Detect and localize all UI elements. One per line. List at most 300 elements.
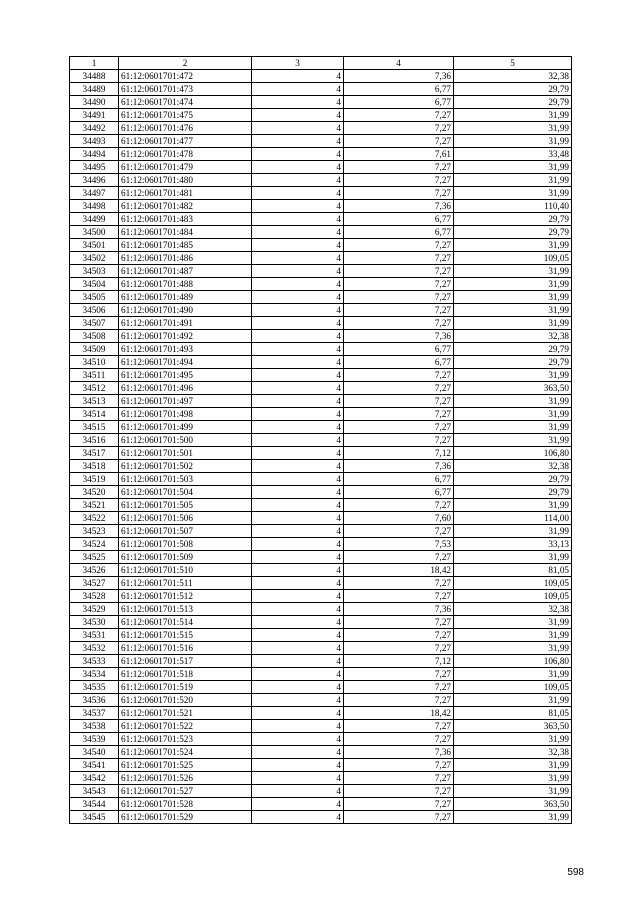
col4-cell: 7,27: [344, 811, 454, 824]
col5-cell: 29,79: [454, 473, 572, 486]
table-row: [70, 278, 572, 291]
col5-cell: 31,99: [454, 187, 572, 200]
cadastral-number-cell: 61:12:0601701:505: [119, 499, 252, 512]
col5-cell: 31,99: [454, 499, 572, 512]
col3-cell: 4: [252, 694, 344, 707]
table-row: [70, 655, 572, 668]
row-number-cell: 34526: [70, 564, 119, 577]
col4-cell: 6,77: [344, 473, 454, 486]
table-row: [70, 187, 572, 200]
table-row: [70, 733, 572, 746]
row-number-cell: 34506: [70, 304, 119, 317]
col5-cell: 31,99: [454, 694, 572, 707]
col3-cell: 4: [252, 525, 344, 538]
col5-cell: 31,99: [454, 642, 572, 655]
col4-cell: 7,27: [344, 499, 454, 512]
table-row: [70, 798, 572, 811]
col4-cell: 7,36: [344, 603, 454, 616]
col4-cell: 7,27: [344, 798, 454, 811]
row-number-cell: 34507: [70, 317, 119, 330]
table-row: [70, 603, 572, 616]
row-number-cell: 34515: [70, 421, 119, 434]
cadastral-number-cell: 61:12:0601701:522: [119, 720, 252, 733]
cadastral-number-cell: 61:12:0601701:476: [119, 122, 252, 135]
col5-cell: 31,99: [454, 616, 572, 629]
row-number-cell: 34523: [70, 525, 119, 538]
col4-cell: 7,36: [344, 200, 454, 213]
table-row: [70, 70, 572, 83]
col5-cell: 81,05: [454, 564, 572, 577]
column-header-4: 4: [344, 57, 454, 70]
cadastral-number-cell: 61:12:0601701:473: [119, 83, 252, 96]
cadastral-number-cell: 61:12:0601701:499: [119, 421, 252, 434]
cadastral-number-cell: 61:12:0601701:484: [119, 226, 252, 239]
table-row: [70, 369, 572, 382]
table-row: [70, 629, 572, 642]
col4-cell: 7,27: [344, 421, 454, 434]
col3-cell: 4: [252, 96, 344, 109]
col5-cell: 31,99: [454, 733, 572, 746]
table-row: [70, 759, 572, 772]
cadastral-number-cell: 61:12:0601701:482: [119, 200, 252, 213]
col3-cell: 4: [252, 213, 344, 226]
row-number-cell: 34533: [70, 655, 119, 668]
table-row: [70, 252, 572, 265]
col4-cell: 7,36: [344, 746, 454, 759]
cadastral-number-cell: 61:12:0601701:497: [119, 395, 252, 408]
col5-cell: 31,99: [454, 434, 572, 447]
col5-cell: 33,48: [454, 148, 572, 161]
table-row: [70, 447, 572, 460]
col5-cell: 114,00: [454, 512, 572, 525]
cadastral-number-cell: 61:12:0601701:506: [119, 512, 252, 525]
row-number-cell: 34543: [70, 785, 119, 798]
col5-cell: 31,99: [454, 525, 572, 538]
row-number-cell: 34489: [70, 83, 119, 96]
cadastral-number-cell: 61:12:0601701:481: [119, 187, 252, 200]
cadastral-number-cell: 61:12:0601701:524: [119, 746, 252, 759]
col5-cell: 363,50: [454, 720, 572, 733]
page-number: 598: [567, 867, 584, 878]
col4-cell: 7,27: [344, 408, 454, 421]
cadastral-number-cell: 61:12:0601701:483: [119, 213, 252, 226]
row-number-cell: 34496: [70, 174, 119, 187]
table-row: [70, 382, 572, 395]
col3-cell: 4: [252, 408, 344, 421]
table-row: [70, 421, 572, 434]
row-number-cell: 34544: [70, 798, 119, 811]
col4-cell: 7,27: [344, 278, 454, 291]
cadastral-number-cell: 61:12:0601701:528: [119, 798, 252, 811]
table-row: [70, 135, 572, 148]
col3-cell: 4: [252, 317, 344, 330]
table-row: [70, 512, 572, 525]
col4-cell: 7,27: [344, 161, 454, 174]
col4-cell: 7,27: [344, 681, 454, 694]
col3-cell: 4: [252, 733, 344, 746]
table-row: [70, 785, 572, 798]
col5-cell: 29,79: [454, 226, 572, 239]
table-row: [70, 408, 572, 421]
table-row: [70, 551, 572, 564]
col4-cell: 7,27: [344, 135, 454, 148]
col3-cell: 4: [252, 239, 344, 252]
col4-cell: 7,27: [344, 733, 454, 746]
cadastral-number-cell: 61:12:0601701:488: [119, 278, 252, 291]
table-row: [70, 291, 572, 304]
cadastral-number-cell: 61:12:0601701:518: [119, 668, 252, 681]
col5-cell: 31,99: [454, 291, 572, 304]
col5-cell: 31,99: [454, 629, 572, 642]
cadastral-number-cell: 61:12:0601701:489: [119, 291, 252, 304]
row-number-cell: 34491: [70, 109, 119, 122]
cadastral-number-cell: 61:12:0601701:513: [119, 603, 252, 616]
col5-cell: 31,99: [454, 369, 572, 382]
row-number-cell: 34499: [70, 213, 119, 226]
row-number-cell: 34520: [70, 486, 119, 499]
col3-cell: 4: [252, 70, 344, 83]
table-row: [70, 395, 572, 408]
cadastral-number-cell: 61:12:0601701:495: [119, 369, 252, 382]
col5-cell: 29,79: [454, 486, 572, 499]
cadastral-number-cell: 61:12:0601701:492: [119, 330, 252, 343]
table-row: [70, 96, 572, 109]
col3-cell: 4: [252, 395, 344, 408]
col3-cell: 4: [252, 720, 344, 733]
cadastral-number-cell: 61:12:0601701:515: [119, 629, 252, 642]
col3-cell: 4: [252, 148, 344, 161]
table-row: [70, 226, 572, 239]
cadastral-number-cell: 61:12:0601701:475: [119, 109, 252, 122]
row-number-cell: 34530: [70, 616, 119, 629]
col5-cell: 81,05: [454, 707, 572, 720]
cadastral-number-cell: 61:12:0601701:493: [119, 343, 252, 356]
col5-cell: 106,80: [454, 655, 572, 668]
col3-cell: 4: [252, 798, 344, 811]
col3-cell: 4: [252, 291, 344, 304]
col4-cell: 6,77: [344, 356, 454, 369]
table-row: [70, 746, 572, 759]
col4-cell: 7,27: [344, 590, 454, 603]
col4-cell: 7,27: [344, 265, 454, 278]
table-row: [70, 434, 572, 447]
col3-cell: 4: [252, 681, 344, 694]
row-number-cell: 34514: [70, 408, 119, 421]
col3-cell: 4: [252, 603, 344, 616]
row-number-cell: 34534: [70, 668, 119, 681]
column-header-1: 1: [70, 57, 119, 70]
row-number-cell: 34519: [70, 473, 119, 486]
col5-cell: 31,99: [454, 772, 572, 785]
col4-cell: 7,27: [344, 252, 454, 265]
col3-cell: 4: [252, 577, 344, 590]
col5-cell: 109,05: [454, 681, 572, 694]
row-number-cell: 34498: [70, 200, 119, 213]
row-number-cell: 34541: [70, 759, 119, 772]
row-number-cell: 34512: [70, 382, 119, 395]
table-row: [70, 109, 572, 122]
col4-cell: 7,27: [344, 109, 454, 122]
row-number-cell: 34502: [70, 252, 119, 265]
col3-cell: 4: [252, 174, 344, 187]
cadastral-number-cell: 61:12:0601701:490: [119, 304, 252, 317]
row-number-cell: 34500: [70, 226, 119, 239]
table-row: [70, 148, 572, 161]
cadastral-number-cell: 61:12:0601701:496: [119, 382, 252, 395]
col3-cell: 4: [252, 655, 344, 668]
table-row: [70, 668, 572, 681]
col4-cell: 7,27: [344, 174, 454, 187]
row-number-cell: 34540: [70, 746, 119, 759]
row-number-cell: 34517: [70, 447, 119, 460]
col4-cell: 6,77: [344, 486, 454, 499]
col4-cell: 7,53: [344, 538, 454, 551]
table-row: [70, 317, 572, 330]
col4-cell: 7,27: [344, 642, 454, 655]
col5-cell: 109,05: [454, 252, 572, 265]
col4-cell: 7,61: [344, 148, 454, 161]
table-row: [70, 694, 572, 707]
col5-cell: 29,79: [454, 343, 572, 356]
row-number-cell: 34493: [70, 135, 119, 148]
table-row: [70, 525, 572, 538]
col3-cell: 4: [252, 473, 344, 486]
col4-cell: 7,27: [344, 291, 454, 304]
row-number-cell: 34522: [70, 512, 119, 525]
col5-cell: 32,38: [454, 330, 572, 343]
col3-cell: 4: [252, 512, 344, 525]
table-row: [70, 564, 572, 577]
table-row: [70, 642, 572, 655]
row-number-cell: 34524: [70, 538, 119, 551]
row-number-cell: 34490: [70, 96, 119, 109]
col5-cell: 32,38: [454, 746, 572, 759]
cadastral-number-cell: 61:12:0601701:503: [119, 473, 252, 486]
data-table: [69, 56, 572, 824]
col5-cell: 31,99: [454, 174, 572, 187]
col3-cell: 4: [252, 330, 344, 343]
col5-cell: 31,99: [454, 785, 572, 798]
col4-cell: 7,27: [344, 525, 454, 538]
col4-cell: 7,27: [344, 616, 454, 629]
col3-cell: 4: [252, 642, 344, 655]
cadastral-number-cell: 61:12:0601701:480: [119, 174, 252, 187]
col5-cell: 31,99: [454, 408, 572, 421]
col3-cell: 4: [252, 356, 344, 369]
table-row: [70, 590, 572, 603]
header-row: [70, 57, 572, 70]
table-row: [70, 772, 572, 785]
col3-cell: 4: [252, 447, 344, 460]
table-row: [70, 460, 572, 473]
col5-cell: 31,99: [454, 551, 572, 564]
cadastral-number-cell: 61:12:0601701:500: [119, 434, 252, 447]
col5-cell: 109,05: [454, 590, 572, 603]
col4-cell: 7,36: [344, 330, 454, 343]
cadastral-number-cell: 61:12:0601701:474: [119, 96, 252, 109]
col5-cell: 31,99: [454, 278, 572, 291]
row-number-cell: 34516: [70, 434, 119, 447]
col5-cell: 31,99: [454, 759, 572, 772]
cadastral-number-cell: 61:12:0601701:521: [119, 707, 252, 720]
cadastral-number-cell: 61:12:0601701:498: [119, 408, 252, 421]
col3-cell: 4: [252, 629, 344, 642]
row-number-cell: 34542: [70, 772, 119, 785]
col4-cell: 7,27: [344, 694, 454, 707]
col3-cell: 4: [252, 434, 344, 447]
col3-cell: 4: [252, 135, 344, 148]
col4-cell: 7,27: [344, 395, 454, 408]
row-number-cell: 34508: [70, 330, 119, 343]
col5-cell: 32,38: [454, 70, 572, 83]
col4-cell: 7,27: [344, 369, 454, 382]
col4-cell: 7,27: [344, 759, 454, 772]
col3-cell: 4: [252, 772, 344, 785]
table-row: [70, 720, 572, 733]
row-number-cell: 34545: [70, 811, 119, 824]
col5-cell: 32,38: [454, 603, 572, 616]
col3-cell: 4: [252, 785, 344, 798]
col5-cell: 31,99: [454, 161, 572, 174]
col5-cell: 32,38: [454, 460, 572, 473]
row-number-cell: 34513: [70, 395, 119, 408]
row-number-cell: 34531: [70, 629, 119, 642]
table-row: [70, 174, 572, 187]
col3-cell: 4: [252, 564, 344, 577]
col5-cell: 109,05: [454, 577, 572, 590]
table-row: [70, 811, 572, 824]
col4-cell: 7,27: [344, 122, 454, 135]
col4-cell: 6,77: [344, 83, 454, 96]
cadastral-number-cell: 61:12:0601701:502: [119, 460, 252, 473]
col5-cell: 29,79: [454, 356, 572, 369]
cadastral-number-cell: 61:12:0601701:523: [119, 733, 252, 746]
cadastral-number-cell: 61:12:0601701:519: [119, 681, 252, 694]
row-number-cell: 34495: [70, 161, 119, 174]
col3-cell: 4: [252, 265, 344, 278]
row-number-cell: 34527: [70, 577, 119, 590]
row-number-cell: 34492: [70, 122, 119, 135]
cadastral-number-cell: 61:12:0601701:486: [119, 252, 252, 265]
col5-cell: 31,99: [454, 239, 572, 252]
col5-cell: 31,99: [454, 265, 572, 278]
cadastral-number-cell: 61:12:0601701:504: [119, 486, 252, 499]
row-number-cell: 34488: [70, 70, 119, 83]
table-row: [70, 486, 572, 499]
col3-cell: 4: [252, 278, 344, 291]
col3-cell: 4: [252, 109, 344, 122]
col3-cell: 4: [252, 668, 344, 681]
col5-cell: 31,99: [454, 122, 572, 135]
col3-cell: 4: [252, 369, 344, 382]
table-row: [70, 473, 572, 486]
cadastral-number-cell: 61:12:0601701:472: [119, 70, 252, 83]
col5-cell: 31,99: [454, 668, 572, 681]
cadastral-number-cell: 61:12:0601701:511: [119, 577, 252, 590]
col4-cell: 7,27: [344, 629, 454, 642]
row-number-cell: 34518: [70, 460, 119, 473]
row-number-cell: 34539: [70, 733, 119, 746]
col5-cell: 31,99: [454, 304, 572, 317]
col3-cell: 4: [252, 460, 344, 473]
col5-cell: 31,99: [454, 421, 572, 434]
table-row: [70, 200, 572, 213]
col4-cell: 7,27: [344, 187, 454, 200]
col5-cell: 31,99: [454, 109, 572, 122]
col4-cell: 7,27: [344, 317, 454, 330]
col4-cell: 7,12: [344, 447, 454, 460]
col5-cell: 363,50: [454, 382, 572, 395]
table-row: [70, 343, 572, 356]
cadastral-number-cell: 61:12:0601701:514: [119, 616, 252, 629]
row-number-cell: 34511: [70, 369, 119, 382]
col3-cell: 4: [252, 551, 344, 564]
row-number-cell: 34503: [70, 265, 119, 278]
cadastral-number-cell: 61:12:0601701:509: [119, 551, 252, 564]
col3-cell: 4: [252, 590, 344, 603]
cadastral-number-cell: 61:12:0601701:527: [119, 785, 252, 798]
col3-cell: 4: [252, 759, 344, 772]
row-number-cell: 34532: [70, 642, 119, 655]
col5-cell: 29,79: [454, 213, 572, 226]
col4-cell: 7,27: [344, 772, 454, 785]
col5-cell: 33,13: [454, 538, 572, 551]
col5-cell: 31,99: [454, 317, 572, 330]
col4-cell: 7,36: [344, 70, 454, 83]
col4-cell: 7,27: [344, 577, 454, 590]
table-row: [70, 304, 572, 317]
col5-cell: 31,99: [454, 135, 572, 148]
table-body: [70, 70, 572, 824]
table-row: [70, 577, 572, 590]
col3-cell: 4: [252, 226, 344, 239]
row-number-cell: 34521: [70, 499, 119, 512]
cadastral-number-cell: 61:12:0601701:494: [119, 356, 252, 369]
col3-cell: 4: [252, 499, 344, 512]
col4-cell: 18,42: [344, 707, 454, 720]
col4-cell: 7,27: [344, 434, 454, 447]
col3-cell: 4: [252, 83, 344, 96]
cadastral-number-cell: 61:12:0601701:512: [119, 590, 252, 603]
table-row: [70, 330, 572, 343]
col4-cell: 6,77: [344, 96, 454, 109]
col4-cell: 7,27: [344, 382, 454, 395]
col4-cell: 7,36: [344, 460, 454, 473]
col4-cell: 7,27: [344, 239, 454, 252]
cadastral-number-cell: 61:12:0601701:477: [119, 135, 252, 148]
cadastral-number-cell: 61:12:0601701:485: [119, 239, 252, 252]
row-number-cell: 34525: [70, 551, 119, 564]
row-number-cell: 34505: [70, 291, 119, 304]
col3-cell: 4: [252, 382, 344, 395]
col3-cell: 4: [252, 304, 344, 317]
col5-cell: 29,79: [454, 96, 572, 109]
cadastral-number-cell: 61:12:0601701:487: [119, 265, 252, 278]
table-row: [70, 616, 572, 629]
col4-cell: 18,42: [344, 564, 454, 577]
row-number-cell: 34538: [70, 720, 119, 733]
col5-cell: 110,40: [454, 200, 572, 213]
cadastral-number-cell: 61:12:0601701:479: [119, 161, 252, 174]
col3-cell: 4: [252, 421, 344, 434]
row-number-cell: 34497: [70, 187, 119, 200]
col3-cell: 4: [252, 616, 344, 629]
table-row: [70, 161, 572, 174]
col4-cell: 6,77: [344, 343, 454, 356]
cadastral-number-cell: 61:12:0601701:510: [119, 564, 252, 577]
cadastral-number-cell: 61:12:0601701:526: [119, 772, 252, 785]
col3-cell: 4: [252, 707, 344, 720]
